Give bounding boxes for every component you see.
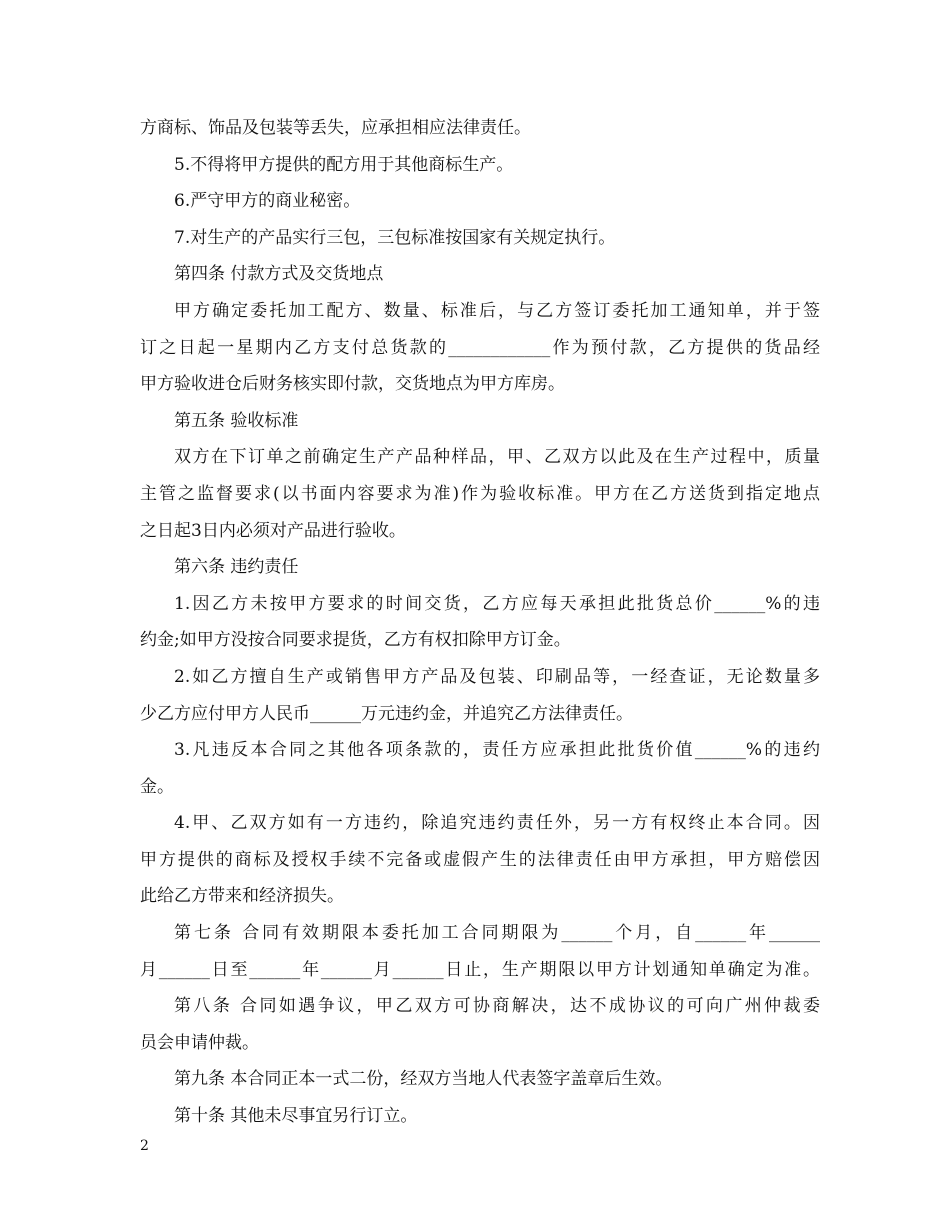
text-line: 之日起3日内必须对产品进行验收。 xyxy=(140,520,406,541)
text-line: 7.对生产的产品实行三包，三包标准按国家有关规定执行。 xyxy=(174,227,616,248)
text-line: 6.严守甲方的商业秘密。 xyxy=(174,191,361,212)
text-line: 约金;如甲方没按合同要求提货，乙方有权扣除甲方订金。 xyxy=(140,630,571,651)
contract-body xyxy=(140,110,820,1135)
text-line: 甲方验收进仓后财务核实即付款，交货地点为甲方库房。 xyxy=(140,374,565,395)
text-line: 第九条 本合同正本一式二份，经双方当地人代表签字盖章后生效。 xyxy=(174,1069,673,1090)
text-line: 1.因乙方未按甲方要求的时间交货，乙方应每天承担此批货总价______%的违 xyxy=(174,593,820,614)
text-line: 此给乙方带来和经济损失。 xyxy=(140,886,344,907)
text-line: 方商标、饰品及包装等丢失，应承担相应法律责任。 xyxy=(140,118,531,138)
text-line: 5.不得将甲方提供的配方用于其他商标生产。 xyxy=(174,154,514,175)
text-line: 订之日起一星期内乙方支付总货款的____________作为预付款，乙方提供的货品经 xyxy=(140,337,820,358)
text-line: 3.凡违反本合同之其他各项条款的，责任方应承担此批货价值______%的违约 xyxy=(174,740,820,761)
text-line: 月______日至______年______月______日止，生产期限以甲方计划通知单确定为准。 xyxy=(140,959,820,980)
text-line: 第七条 合同有效期限本委托加工合同期限为______个月，自______年______ xyxy=(174,923,820,944)
section-heading: 第六条 违约责任 xyxy=(174,557,299,578)
page-number: 2 xyxy=(140,1138,149,1154)
section-heading: 第四条 付款方式及交货地点 xyxy=(174,264,384,285)
text-line: 员会申请仲裁。 xyxy=(140,1032,259,1053)
text-line: 第十条 其他未尽事宜另行订立。 xyxy=(174,1106,418,1127)
text-line: 金。 xyxy=(140,776,174,797)
text-line: 4.甲、乙双方如有一方违约，除追究违约责任外，另一方有权终止本合同。因 xyxy=(174,813,820,834)
text-line: 少乙方应付甲方人民币______万元违约金，并追究乙方法律责任。 xyxy=(140,703,633,724)
section-heading: 第五条 验收标准 xyxy=(174,410,299,431)
text-line: 双方在下订单之前确定生产产品种样品，甲、乙双方以此及在生产过程中，质量 xyxy=(174,447,820,468)
text-line: 甲方提供的商标及授权手续不完备或虚假产生的法律责任由甲方承担，甲方赔偿因 xyxy=(140,849,820,870)
text-line: 甲方确定委托加工配方、数量、标准后，与乙方签订委托加工通知单，并于签 xyxy=(174,300,820,321)
text-line: 第八条 合同如遇争议，甲乙双方可协商解决，达不成协议的可向广州仲裁委 xyxy=(174,996,820,1017)
text-line: 2.如乙方擅自生产或销售甲方产品及包装、印刷品等，一经查证，无论数量多 xyxy=(174,666,820,687)
text-line: 主管之监督要求(以书面内容要求为准)作为验收标准。甲方在乙方送货到指定地点 xyxy=(140,483,820,504)
